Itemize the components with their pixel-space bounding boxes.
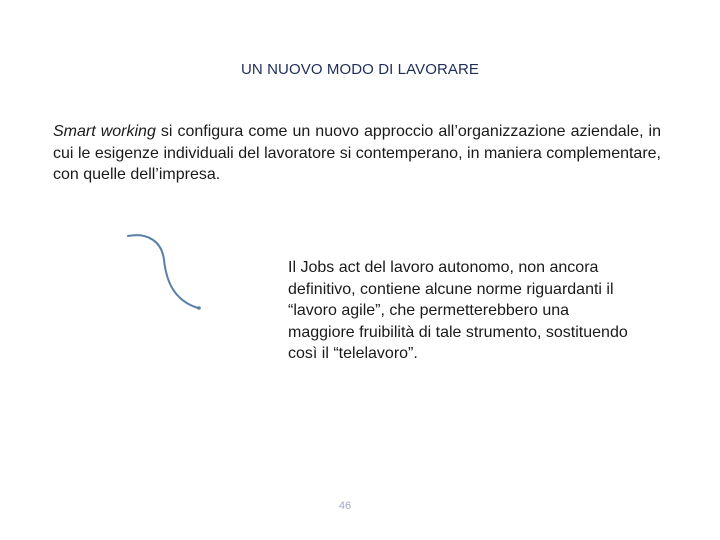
curved-arrow-icon: [120, 228, 220, 318]
intro-term: Smart working: [53, 123, 156, 140]
callout-text: [288, 257, 688, 365]
intro-paragraph: [53, 121, 661, 186]
callout-line: così il “telelavoro”.: [288, 345, 418, 362]
callout-line: definitivo, contiene alcune norme riguardanti il: [288, 280, 614, 298]
callout-line: “lavoro agile”, che permetterebbero una: [288, 302, 570, 319]
slide-title: UN NUOVO MODO DI LAVORARE: [240, 61, 480, 78]
callout-line: maggiore fruibilità di tale strumento, sostituendo: [288, 323, 628, 341]
page-number: 46: [338, 500, 352, 512]
intro-text: si configura come un nuovo approccio all’organizzazione aziendale, in cui le esigenze individuali del lavoratore si contemperano, in maniera complementare, con quelle dell’impresa.: [53, 123, 662, 183]
callout-line: Il Jobs act del lavoro autonomo, non ancora: [288, 259, 599, 276]
